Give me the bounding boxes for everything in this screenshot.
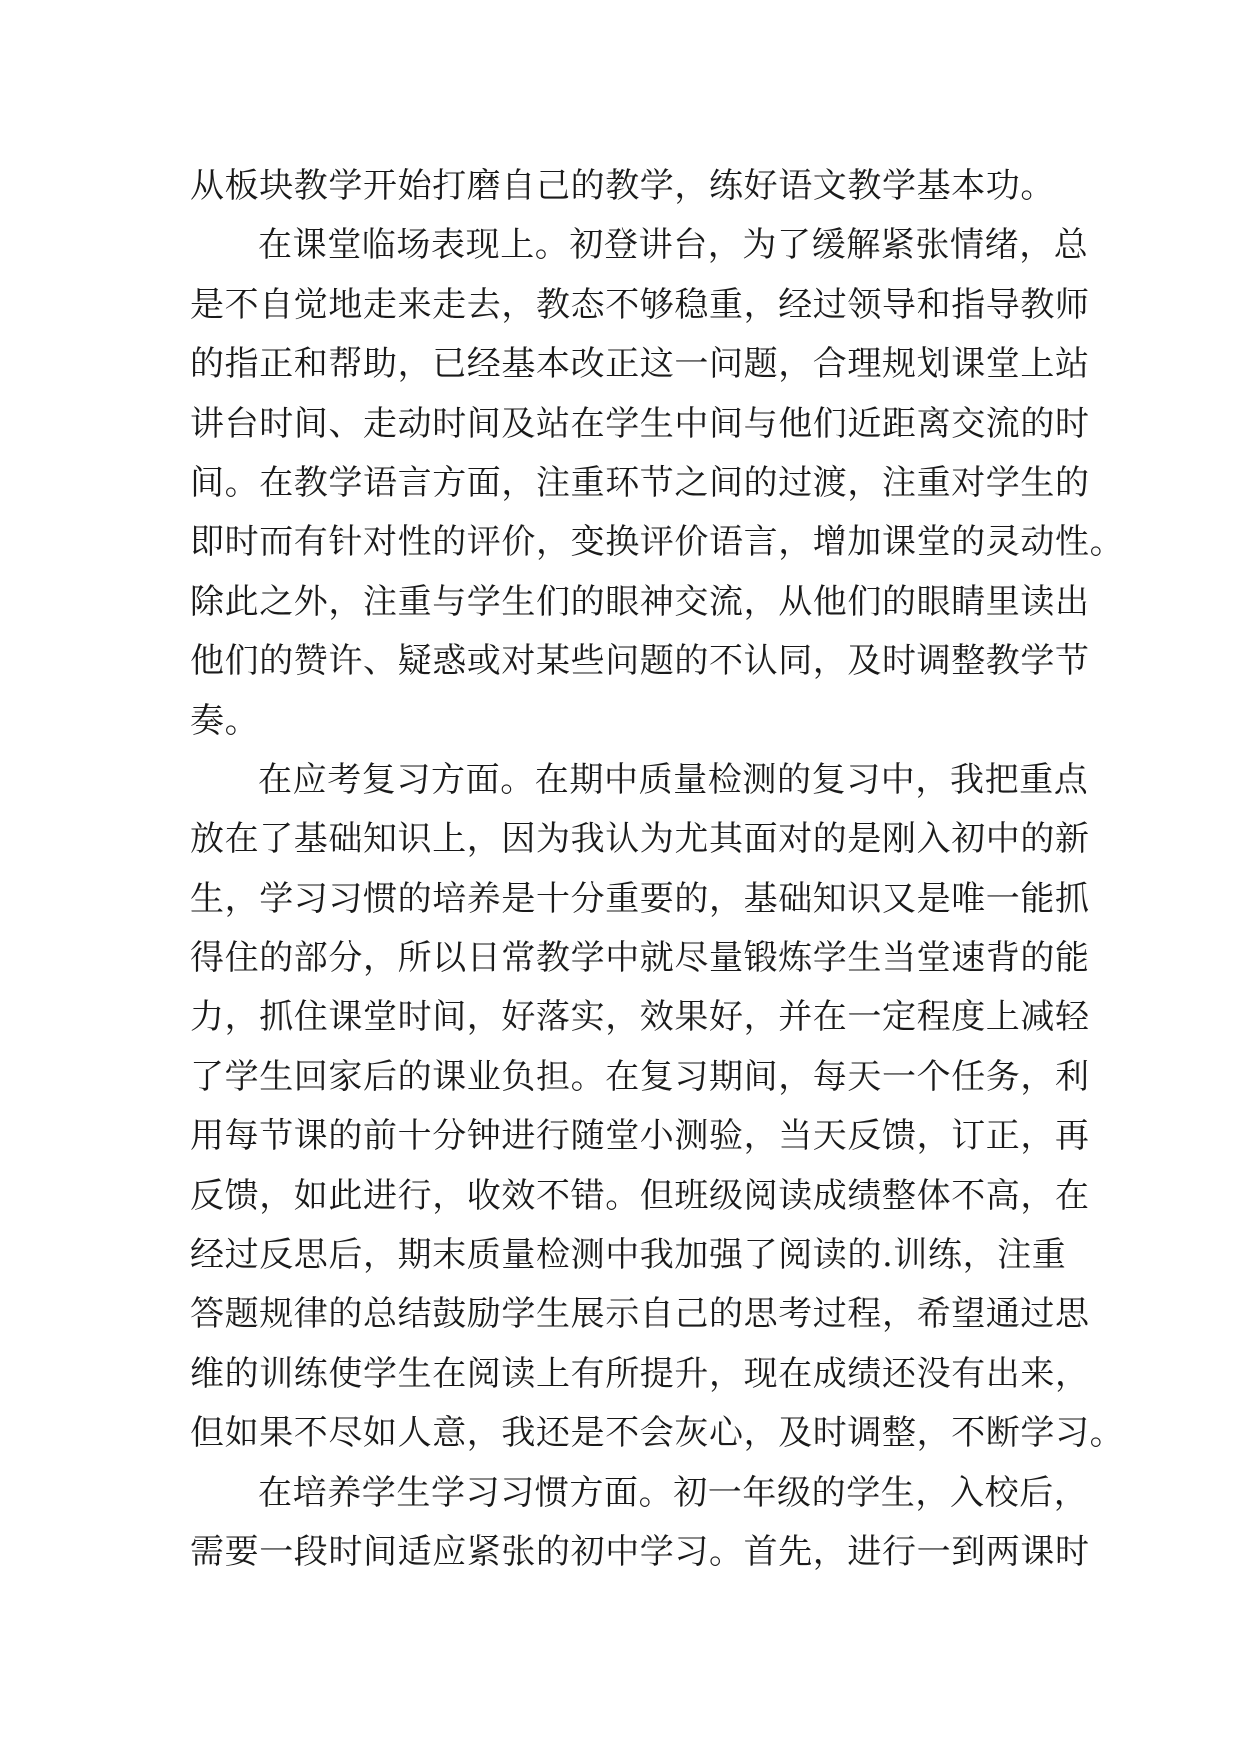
text-line: 是不自觉地走来走去，教态不够稳重，经过领导和指导教师 xyxy=(190,284,1090,325)
text-line: 在课堂临场表现上。初登讲台，为了缓解紧张情绪，总 xyxy=(258,225,1089,266)
text-line: 从板块教学开始打磨自己的教学，练好语文教学基本功。 xyxy=(190,166,1055,206)
text-line: 反馈，如此进行，收效不错。但班级阅读成绩整体不高，在 xyxy=(190,1175,1090,1216)
text-line: 生，学习习惯的培养是十分重要的，基础知识又是唯一能抓 xyxy=(190,878,1090,919)
text-line: 经过反思后，期末质量检测中我加强了阅读的.训练，注重 xyxy=(190,1235,1067,1276)
text-line: 除此之外，注重与学生们的眼神交流，从他们的眼睛里读出 xyxy=(190,581,1090,622)
text-line: 力，抓住课堂时间，好落实，效果好，并在一定程度上减轻 xyxy=(190,997,1090,1038)
text-line: 的指正和帮助，已经基本改正这一问题，合理规划课堂上站 xyxy=(190,344,1090,385)
text-line: 但如果不尽如人意，我还是不会灰心，及时调整，不断学习。 xyxy=(190,1413,1125,1454)
text-line: 了学生回家后的课业负担。在复习期间，每天一个任务，利 xyxy=(190,1056,1090,1097)
text-line: 需要一段时间适应紧张的初中学习。首先，进行一到两课时 xyxy=(190,1531,1090,1572)
text-line: 得住的部分，所以日常教学中就尽量锻炼学生当堂速背的能 xyxy=(190,938,1090,979)
body-text xyxy=(190,157,1125,1582)
text-line: 讲台时间、走动时间及站在学生中间与他们近距离交流的时 xyxy=(190,403,1090,444)
text-line: 放在了基础知识上，因为我认为尤其面对的是刚入初中的新 xyxy=(190,819,1090,860)
text-line: 间。在教学语言方面，注重环节之间的过渡，注重对学生的 xyxy=(190,462,1090,503)
text-line: 他们的赞许、疑惑或对某些问题的不认同，及时调整教学节 xyxy=(190,641,1090,682)
text-line: 答题规律的总结鼓励学生展示自己的思考过程，希望通过思 xyxy=(190,1294,1090,1335)
text-line: 即时而有针对性的评价，变换评价语言，增加课堂的灵动性。 xyxy=(190,522,1125,563)
text-line: 用每节课的前十分钟进行随堂小测验，当天反馈，订正，再 xyxy=(190,1116,1090,1157)
text-line: 维的训练使学生在阅读上有所提升，现在成绩还没有出来， xyxy=(190,1353,1090,1394)
text-line: 在应考复习方面。在期中质量检测的复习中，我把重点 xyxy=(258,759,1089,800)
text-line: 奏。 xyxy=(190,700,260,741)
text-line: 在培养学生学习习惯方面。初一年级的学生，入校后， xyxy=(258,1472,1089,1513)
